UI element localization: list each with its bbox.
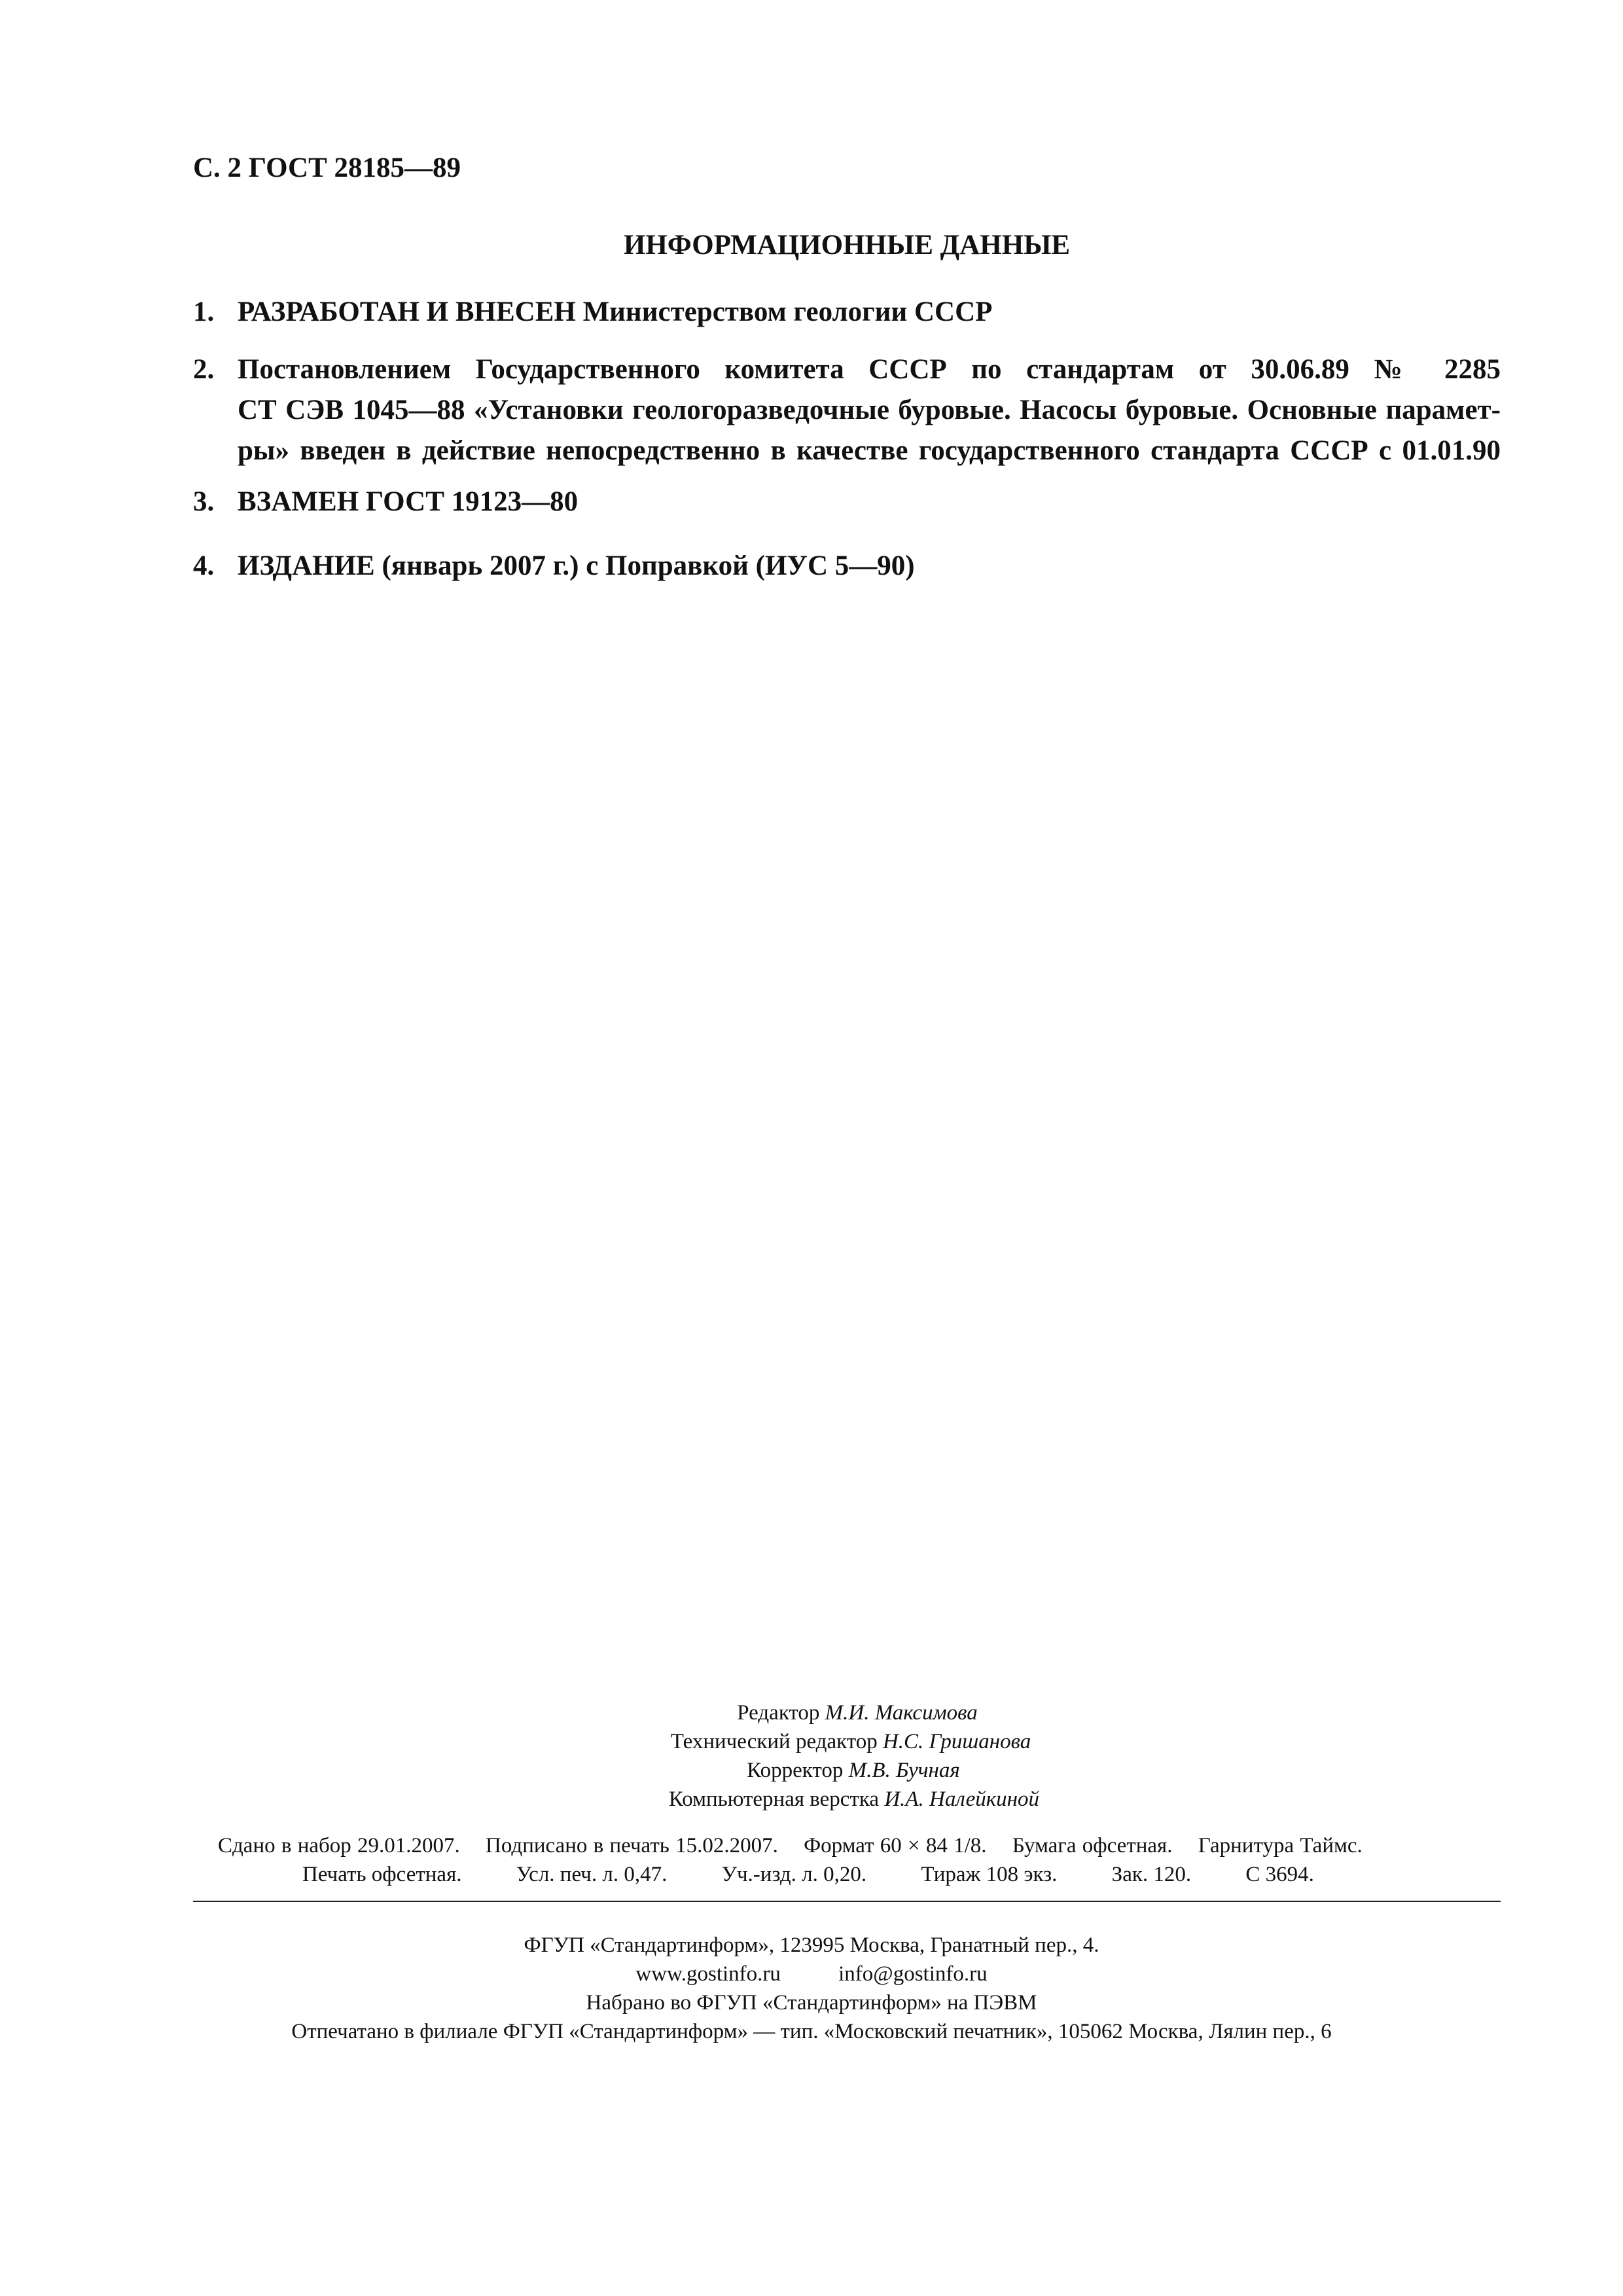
printed-note: Отпечатано в филиале ФГУП «Стандартинформ» — тип. «Московский печатник», 105062 Москва, Лялин пер., 6 bbox=[291, 2020, 1332, 2043]
signed-date: Подписано в печать 15.02.2007. bbox=[486, 1834, 778, 1857]
page-header: С. 2 ГОСТ 28185—89 bbox=[193, 152, 461, 183]
section-title: ИНФОРМАЦИОННЫЕ ДАННЫЕ bbox=[623, 230, 1071, 260]
info-item-2 bbox=[193, 350, 1501, 471]
print-type: Печать офсетная. bbox=[302, 1863, 462, 1886]
credit-role: Технический редактор bbox=[670, 1730, 878, 1753]
info-item-4 bbox=[193, 546, 1501, 586]
typeset-note: Набрано во ФГУП «Стандартинформ» на ПЭВМ bbox=[586, 1991, 1037, 2015]
format: Формат 60 × 84 1/8. bbox=[804, 1834, 987, 1857]
publisher-address: ФГУП «Стандартинформ», 123995 Москва, Гранатный пер., 4. bbox=[524, 1933, 1099, 1957]
credit-role: Корректор bbox=[747, 1759, 844, 1782]
credit-technical-editor bbox=[79, 1727, 1623, 1756]
divider bbox=[193, 1901, 1501, 1902]
credit-name: М.В. Бучная bbox=[848, 1759, 960, 1782]
order-number: Зак. 120. bbox=[1111, 1863, 1192, 1886]
item-text-line-3: ры» введен в действие непосредственно в качестве государственного стандарта СССР с 01.01.90 bbox=[238, 435, 1501, 466]
credit-name: Н.С. Гришанова bbox=[882, 1730, 1031, 1753]
item-number: 1. bbox=[193, 296, 215, 327]
print-run: Тираж 108 экз. bbox=[921, 1863, 1058, 1886]
publisher-footer bbox=[0, 1931, 1623, 2046]
publication-data-line-1 bbox=[218, 1834, 1382, 1858]
credit-layout bbox=[85, 1785, 1623, 1814]
email-link[interactable]: info@gostinfo.ru bbox=[838, 1962, 988, 1986]
item-text: РАЗРАБОТАН И ВНЕСЕН Министерством геологии СССР bbox=[238, 296, 993, 327]
paper: Бумага офсетная. bbox=[1012, 1834, 1173, 1857]
credit-role: Компьютерная верстка bbox=[668, 1787, 880, 1811]
item-text: ИЗДАНИЕ (январь 2007 г.) с Поправкой (ИУС 5—90) bbox=[238, 550, 915, 581]
item-number: 4. bbox=[193, 550, 215, 581]
credit-proofreader bbox=[84, 1756, 1623, 1785]
item-text: ВЗАМЕН ГОСТ 19123—80 bbox=[238, 486, 579, 517]
credit-editor bbox=[92, 1698, 1623, 1727]
typeset-date: Сдано в набор 29.01.2007. bbox=[218, 1834, 460, 1857]
item-number: 2. bbox=[193, 354, 215, 385]
credit-name: М.И. Максимова bbox=[825, 1701, 978, 1725]
typeface: Гарнитура Таймс. bbox=[1198, 1834, 1363, 1857]
info-item-1 bbox=[193, 292, 1501, 332]
publisher-contacts bbox=[0, 1960, 1623, 1988]
item-number: 3. bbox=[193, 486, 215, 517]
credit-role: Редактор bbox=[737, 1701, 820, 1725]
credit-name: И.А. Налейкиной bbox=[884, 1787, 1040, 1811]
publication-data-line-2 bbox=[302, 1863, 1363, 1887]
item-text-line-2: СТ СЭВ 1045—88 «Установки геологоразведочные буровые. Насосы буровые. Основные парамет- bbox=[238, 395, 1501, 425]
website-link[interactable]: www.gostinfo.ru bbox=[635, 1962, 781, 1986]
info-item-3 bbox=[193, 482, 1501, 522]
item-text-line-1: Постановлением Государственного комитета СССР по стандартам от 30.06.89 № 2285 bbox=[238, 354, 1501, 385]
code: С 3694. bbox=[1245, 1863, 1314, 1886]
publisher-sheets: Уч.-изд. л. 0,20. bbox=[721, 1863, 867, 1886]
editorial-credits bbox=[0, 1698, 1623, 1814]
print-sheets: Усл. печ. л. 0,47. bbox=[516, 1863, 668, 1886]
